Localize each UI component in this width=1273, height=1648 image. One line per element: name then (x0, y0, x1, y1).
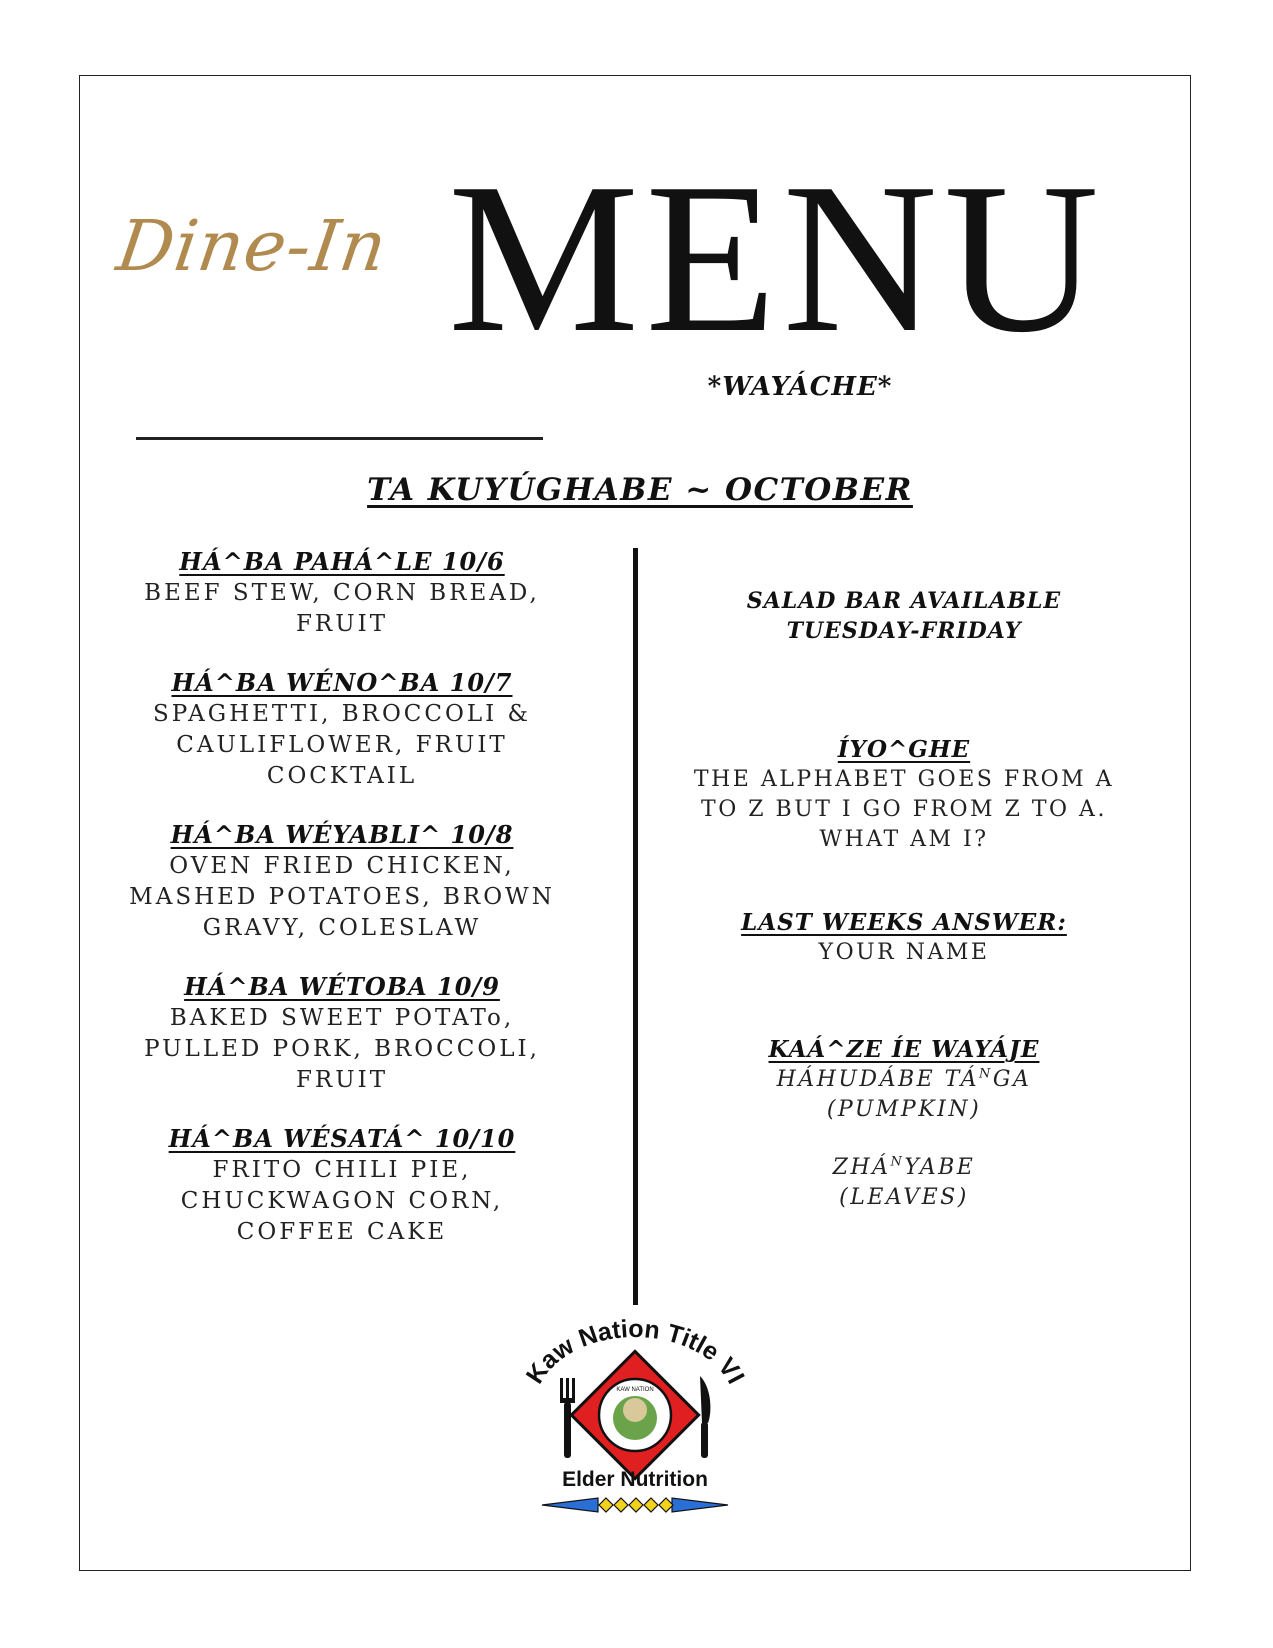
logo-bottom-text: Elder Nutrition (562, 1468, 708, 1491)
salad-bar-days: TUESDAY-FRIDAY (786, 618, 1022, 644)
meal-item (122, 667, 562, 792)
kaw-nation-logo (520, 1318, 750, 1518)
logo-beadwork (542, 1498, 728, 1512)
header-rule (136, 437, 543, 440)
vocab-word (678, 1065, 1130, 1095)
month-heading: TA KUYÚGHABE ~ OCTOBER (367, 472, 913, 508)
vocab-word (678, 1153, 1130, 1183)
meal-line: FRUIT (295, 1067, 389, 1093)
riddle-line: TO Z BUT I GO FROM Z TO A. (701, 797, 1107, 822)
vocab-meaning: (LEAVES) (839, 1185, 969, 1210)
meal-line: FRUIT (295, 611, 389, 637)
meal-day: HÁ^BA WÉTOBA 10/9 (184, 972, 500, 1001)
meal-line: CAULIFLOWER, FRUIT (176, 732, 508, 758)
vocab-meaning: (PUMPKIN) (826, 1097, 982, 1122)
answer-text: YOUR NAME (818, 940, 990, 965)
vocab-word-part: ZHÁ (832, 1155, 891, 1180)
meal-list (122, 546, 562, 1275)
subtitle: *WAYÁCHE* (707, 372, 893, 402)
vocab-superscript: N (979, 1066, 993, 1082)
menu-title: MENU (448, 138, 1106, 377)
info-column (678, 586, 1130, 1213)
meal-line: COCKTAIL (266, 763, 418, 789)
meal-item (122, 819, 562, 944)
logo-seal-sky (623, 1398, 647, 1422)
meal-item (122, 971, 562, 1096)
meal-line: MASHED POTATOES, BROWN (129, 884, 555, 910)
meal-line: COFFEE CAKE (236, 1219, 448, 1245)
meal-line: BEEF STEW, CORN BREAD, (144, 580, 540, 606)
meal-line: FRITO CHILI PIE, (212, 1157, 472, 1183)
meal-line: CHUCKWAGON CORN, (180, 1188, 504, 1214)
vocab-word-part: YABE (904, 1155, 976, 1180)
meal-day: HÁ^BA PAHÁ^LE 10/6 (179, 547, 505, 576)
vocab-heading: KAÁ^ZE ÍE WAYÁJE (768, 1036, 1040, 1063)
vocab-superscript: N (890, 1154, 905, 1170)
riddle-line: WHAT AM I? (819, 827, 989, 852)
knife-icon (700, 1376, 710, 1458)
answer-heading: LAST WEEKS ANSWER: (741, 909, 1067, 936)
riddle-line: THE ALPHABET GOES FROM A (693, 767, 1115, 792)
column-divider (633, 548, 638, 1305)
script-title: Dine-In (112, 205, 393, 287)
meal-line: OVEN FRIED CHICKEN, (169, 853, 515, 879)
riddle-heading: ÍYO^GHE (837, 736, 971, 763)
meal-line: PULLED PORK, BROCCOLI, (144, 1036, 540, 1062)
vocab-word-part: HÁHUDÁBE TÁ (776, 1067, 980, 1092)
meal-item (122, 546, 562, 640)
meal-day: HÁ^BA WÉYABLI^ 10/8 (170, 820, 514, 849)
meal-item (122, 1123, 562, 1248)
salad-bar-note: SALAD BAR AVAILABLE (746, 588, 1062, 614)
logo-seal-text: KAW NATION (616, 1387, 654, 1393)
meal-day: HÁ^BA WÉNO^BA 10/7 (171, 668, 513, 697)
vocab-word-part: GA (992, 1067, 1032, 1092)
logo-arc-textpath: Kaw Nation Title VI (520, 1318, 750, 1389)
meal-line: GRAVY, COLESLAW (202, 915, 482, 941)
meal-line: BAKED SWEET POTATo, (169, 1005, 515, 1031)
meal-day: HÁ^BA WÉSATÁ^ 10/10 (168, 1124, 516, 1153)
meal-line: SPAGHETTI, BROCCOLI & (152, 701, 532, 727)
